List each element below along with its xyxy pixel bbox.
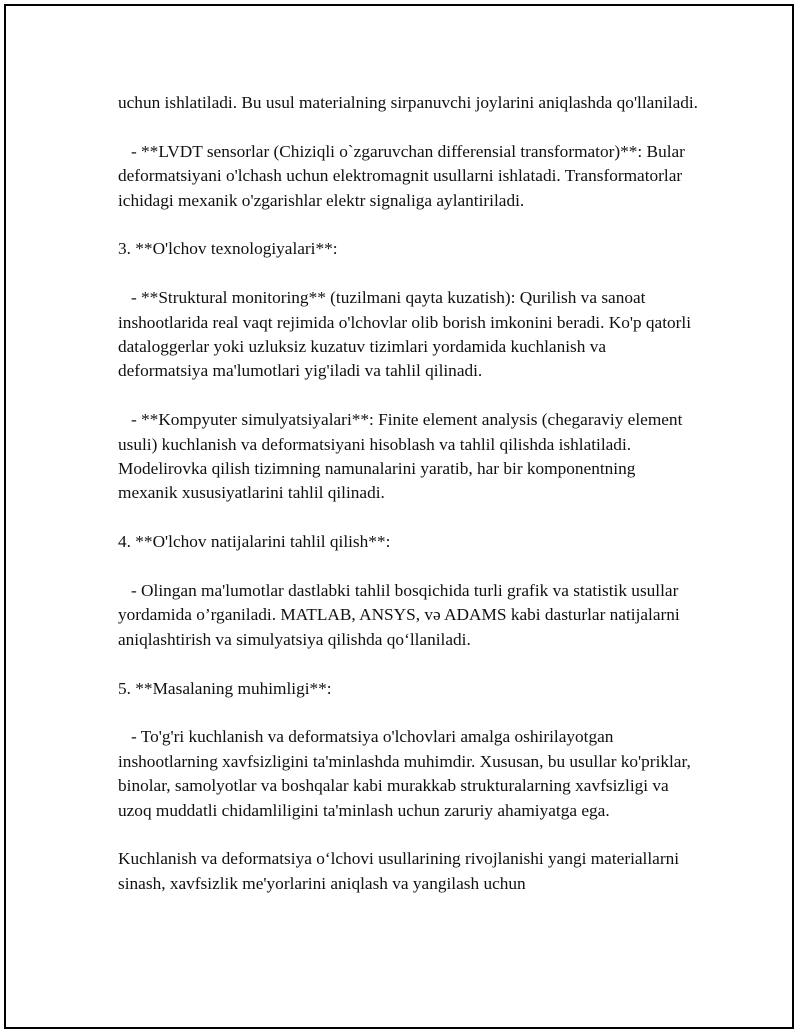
paragraph-structural-monitoring: - **Struktural monitoring** (tuzilmani qayta kuzatish): Qurilish va sanoat inshootlarida real vaqt rejimida o'lchovlar olib borish imkonini beradi. Ko'p qatorli dataloggerlar yoki uzluksiz kuzatuv tizimlari yordamida kuchlanish va deformatsiya ma'lumotlari yig'iladi va tahlil qilinadi.: [118, 288, 696, 381]
heading-results-analysis: 4. **O'lchov natijalarini tahlil qilish**:: [118, 532, 391, 552]
paragraph-conclusion: Kuchlanish va deformatsiya o‘lchovi usullarining rivojlanishi yangi materiallarni sinash, xavfsizlik me'yorlarini aniqlash va yangilash uchun: [118, 849, 684, 893]
paragraph-computer-simulations: - **Kompyuter simulyatsiyalari**: Finite element analysis (chegaraviy element usuli) kuchlanish va deformatsiyani hisoblash va tahlil qilishda ishlatiladi. Modelirovka qilish tizimning namunalarini yaratib, har bir komponentning mexanik xususiyatlarini tahlil qilinadi.: [118, 410, 687, 503]
paragraph-importance: - To'g'ri kuchlanish va deformatsiya o'lchovlari amalga oshirilayotgan inshootlarning xavfsizligini ta'minlashda muhimdir. Xususan, bu usullar ko'priklar, binolar, samolyotlar va boshqalar kabi murakkab strukturalarning xavfsizligi va uzoq muddatli chidamliligini ta'minlash uchun zaruriy ahamiyatga ega.: [118, 727, 696, 820]
heading-importance: 5. **Masalaning muhimligi**:: [118, 678, 332, 698]
heading-measurement-technologies: 3. **O'lchov texnologiyalari**:: [118, 239, 338, 259]
paragraph-lvdt-sensors: - **LVDT sensorlar (Chiziqli o`zgaruvchan differensial transformator)**: Bular deformatsiyani o'lchash uchun elektromagnit usullarni ishlatadi. Transformatorlar ichidagi mexanik o'zgarishlar elektr signaliga aylantiriladi.: [118, 141, 690, 210]
paragraph-continuation: uchun ishlatiladi. Bu usul materialning sirpanuvchi joylarini aniqlashda qo'llaniladi.: [118, 93, 699, 112]
paragraph-data-analysis: - Olingan ma'lumotlar dastlabki tahlil bosqichida turli grafik va statistik usullar yordamida o’rganiladi. MATLAB, ANSYS, və ADAMS kabi dasturlar natijalarni aniqlashtirish va simulyatsiya qilishda qo‘llaniladi.: [118, 581, 685, 649]
document-body: [118, 91, 698, 921]
